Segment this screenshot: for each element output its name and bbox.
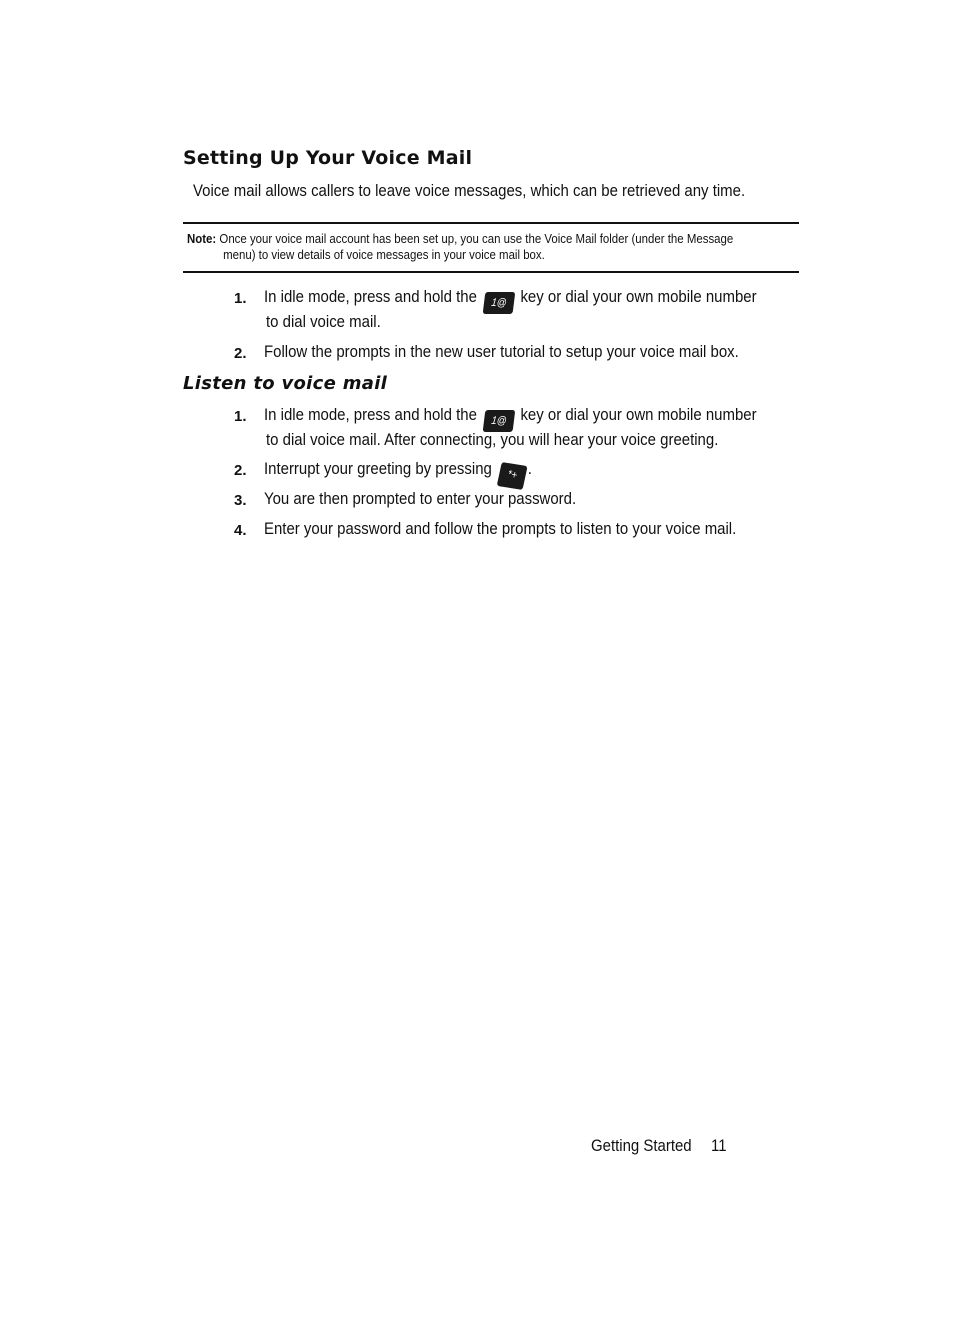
setup-step-2-text: Follow the prompts in the new user tutorial to setup your voice mail box. xyxy=(264,342,739,361)
page-number: 11 xyxy=(711,1136,727,1155)
listen-step-2-after: . xyxy=(527,459,532,478)
listen-step-3-number: 3. xyxy=(234,492,247,509)
setup-step-1-line2: to dial voice mail. xyxy=(266,312,381,331)
listen-step-2-text xyxy=(264,459,532,488)
subsection-title: Listen to voice mail xyxy=(183,373,388,394)
note-box xyxy=(187,231,794,263)
note-line-1: Once your voice mail account has been set up, you can use the Voice Mail folder (under the Message xyxy=(219,231,734,246)
section-title: Setting Up Your Voice Mail xyxy=(183,147,473,169)
setup-step-1-before: In idle mode, press and hold the xyxy=(264,287,477,306)
listen-step-1-number: 1. xyxy=(234,408,247,425)
setup-step-1-number: 1. xyxy=(234,290,247,307)
listen-step-2-before: Interrupt your greeting by pressing xyxy=(264,459,492,478)
listen-step-1-before: In idle mode, press and hold the xyxy=(264,405,477,424)
listen-step-4-text: Enter your password and follow the prompts to listen to your voice mail. xyxy=(264,519,737,538)
1-key-voicemail-icon: 1@ xyxy=(482,410,515,432)
listen-step-4-number: 4. xyxy=(234,522,247,539)
listen-step-2-number: 2. xyxy=(234,462,247,479)
listen-step-1-text xyxy=(264,405,757,432)
note-bottom-rule xyxy=(183,271,799,273)
setup-step-1-after: key or dial your own mobile number xyxy=(520,287,757,306)
star-key-icon: *+ xyxy=(496,462,527,490)
setup-step-1-text xyxy=(264,287,757,314)
listen-step-1-line2: to dial voice mail. After connecting, you will hear your voice greeting. xyxy=(266,430,719,449)
1-key-voicemail-icon: 1@ xyxy=(482,292,515,314)
note-label: Note: xyxy=(187,231,217,246)
listen-step-1-after: key or dial your own mobile number xyxy=(520,405,757,424)
note-top-rule xyxy=(183,222,799,224)
setup-step-2-number: 2. xyxy=(234,345,247,362)
footer-section: Getting Started xyxy=(591,1136,692,1155)
intro-text: Voice mail allows callers to leave voice messages, which can be retrieved any time. xyxy=(193,181,746,200)
note-line-2: menu) to view details of voice messages in your voice mail box. xyxy=(223,247,545,262)
listen-step-3-text: You are then prompted to enter your password. xyxy=(264,489,577,508)
